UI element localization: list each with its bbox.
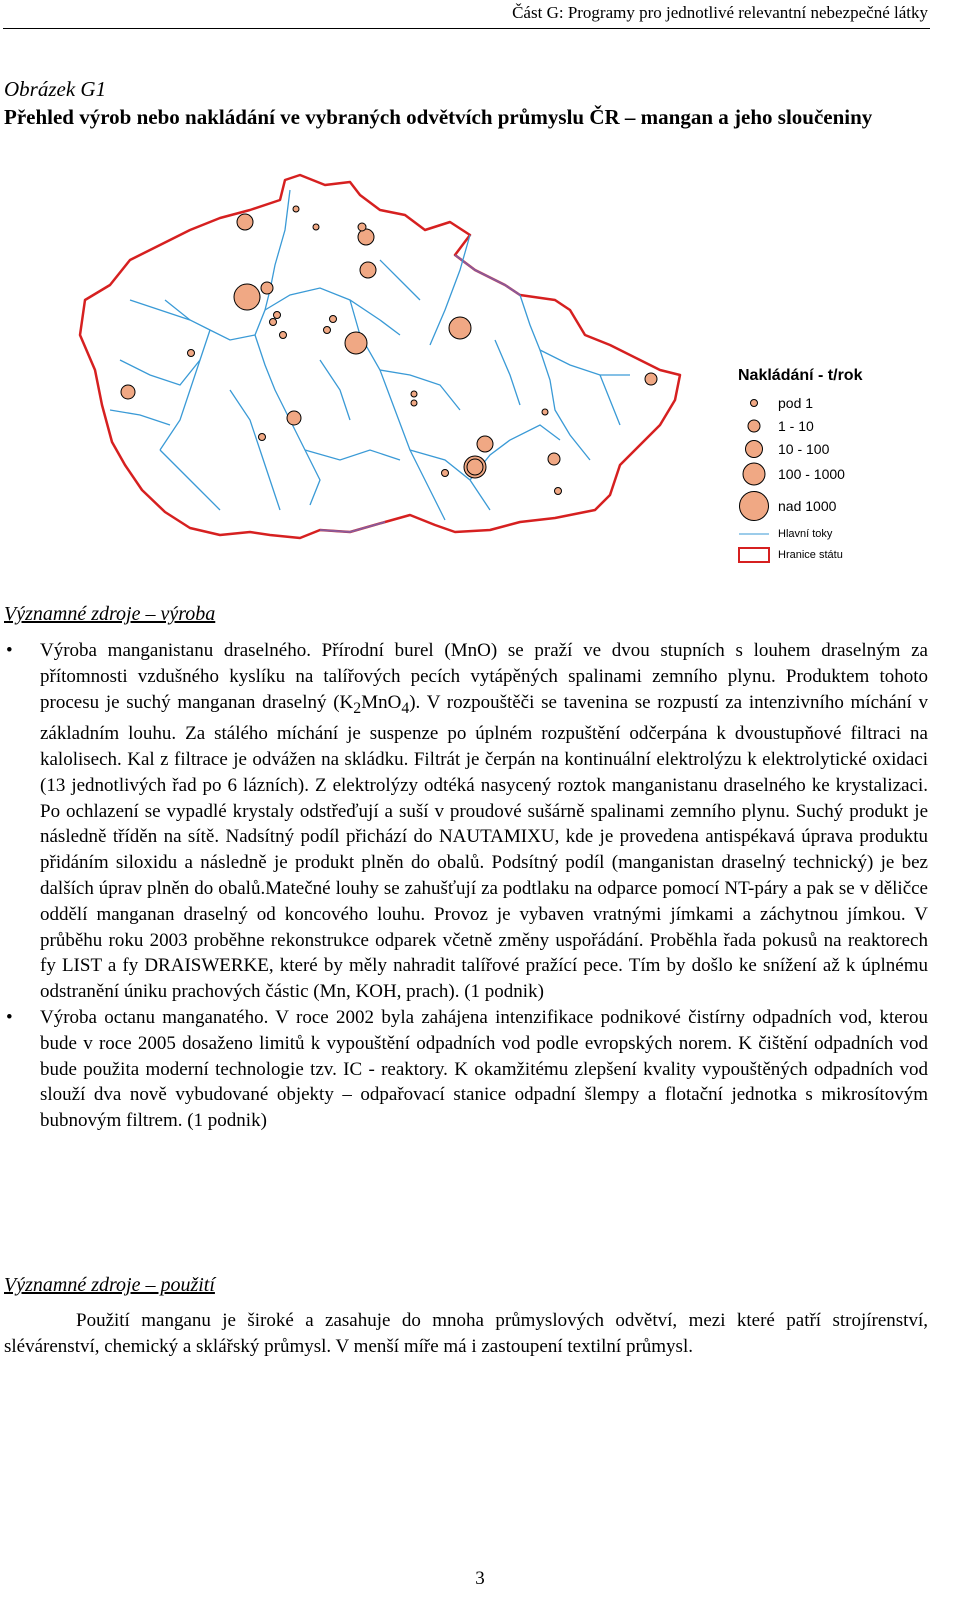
facility-markers [121,206,657,495]
usage-paragraph: Použití manganu je široké a zasahuje do mnoha průmyslových odvětví, mezi které patří strojírenství, slévárenství, chemický a sklářský průmysl. V menší míře má i zastoupení textilní průmysl. [4,1310,928,1357]
facility-marker [345,332,367,354]
facility-marker [411,400,417,406]
czech-map [50,160,710,560]
facility-marker [467,459,483,475]
facility-marker [280,332,287,339]
facility-marker [259,434,266,441]
legend-border: Hranice státu [738,544,928,566]
border-box-icon [738,547,770,563]
river-line-icon [739,534,769,535]
facility-marker [449,317,471,339]
facility-marker [274,312,281,319]
circle-icon [739,491,769,521]
figure-caption [4,75,928,131]
facility-marker [287,411,301,425]
facility-marker [330,316,337,323]
legend-class-1-10: 1 - 10 [738,414,928,437]
facility-marker [313,224,319,230]
facility-marker [645,373,657,385]
state-border [80,175,680,538]
facility-marker [121,385,135,399]
facility-marker [548,453,560,465]
facility-marker [477,436,493,452]
list-item: • Výroba manganistanu draselného. Přírodní burel (MnO) se praží ve dvou stupních s louhem draselným za přítomnosti vzdušného kyslíku na talířových pecích vytápěných spalinami zemního plynu. Produktem tohoto procesu je suchý manganan draselný $(K_2MnO_4)$. V rozpouštěči se tavenina se rozpustí za intenzivního míchání v základním louhu. Za stálého míchání je suspenze po úplném rozpuštění odčerpána k dvoustupňové filtraci na kalolisech. Kal z filtrace je odvážen na skládku. Filtrát je čerpán na kontinuální elektrolýzu k elektrolytické oxidaci (13 jednotlivých řad po 6 lázních). Z elektrolýzy odtéká nasycený roztok manganistanu draselného ke krystalizaci. Po ochlazení se vypadlé krystaly odstřeďují a suší v proudové sušárně spalinami zemního plynu. Suchý produkt je následně tříděn na sítě. Nadsítný podíl přichází do NAUTAMIXU, kde je provedena antispékavá úprava produktu přidáním siloxidu a následně je produkt plněn do obalů. Podsítný podíl (manganistan draselný technický) je bez dalších úprav plněn do obalů.Matečné louhy se zahušťují za podtlaku na odparce pomocí NT-páry a pak se v děličce oddělí manganan draselný od koncového louhu. Provoz je vybaven vratnými jímkami a záchytnou jímkou. V průběhu roku 2003 proběhne rekonstrukce odparek včetně změny uspořádání. Proběhla řada pokusů na reaktorech fy LIST a fy DRAISWERKE, které by měly nahradit talířové pražící pece. Tím by došlo ke snížení až k úplnému odstranění úniku prachových částic (Mn, KOH, prach). (1 podnik) [6,640,928,1003]
legend-class-under-1: pod 1 [738,391,928,414]
circle-icon [750,399,758,407]
facility-marker [411,391,417,397]
legend-class-over-1000: nad 1000 [738,488,928,524]
bullet-icon: • [6,640,13,661]
facility-marker [358,229,374,245]
map-svg [50,160,710,560]
facility-marker [237,214,253,230]
header-rule [3,28,930,29]
legend-class-100-1000: 100 - 1000 [738,460,928,488]
facility-marker [358,223,366,231]
facility-marker [324,327,331,334]
figure-title: Přehled výrob nebo nakládání ve vybraných odvětvích průmyslu ČR – mangan a jeho sloučeniny [4,105,873,129]
circle-icon [745,440,763,458]
circle-icon [748,419,761,432]
section-heading-production: Významné zdroje – výroba [4,603,216,625]
production-list [4,638,928,1134]
legend-class-10-100: 10 - 100 [738,437,928,460]
figure-number: Obrázek G1 [4,77,107,101]
page-number: 3 [475,1568,485,1589]
facility-marker [234,284,260,310]
facility-marker [270,319,277,326]
facility-marker [261,282,273,294]
facility-marker [442,470,449,477]
section-heading-usage: Významné zdroje – použití [4,1274,215,1296]
legend-rivers: Hlavní toky [738,524,928,544]
facility-marker [188,350,195,357]
facility-marker [293,206,299,212]
running-header: Část G: Programy pro jednotlivé relevantní nebezpečné látky [512,3,928,22]
facility-marker [360,262,376,278]
facility-marker [542,409,548,415]
circle-icon [743,463,766,486]
list-item: • Výroba octanu manganatého. V roce 2002 byla zahájena intenzifikace podnikové čistírny odpadních vod, kterou bude v roce 2005 dosaženo limitů k vypouštění odpadních vod podle evropských norem. K čištění odpadních vod bude použita moderní technologie tzv. IC - reaktory. K okamžitému zlepšení kvality vypouštěných odpadních vod slouží dva nově vybudované objekty – odpařovací stanice odpadní šlempy a flotační jednotka s mikrosítovým bubnovým filtrem. (1 podnik) [6,1006,928,1132]
map-legend [738,367,928,566]
facility-marker [555,488,562,495]
legend-title: Nakládání - t/rok [738,367,863,384]
bullet-icon: • [6,1006,13,1028]
